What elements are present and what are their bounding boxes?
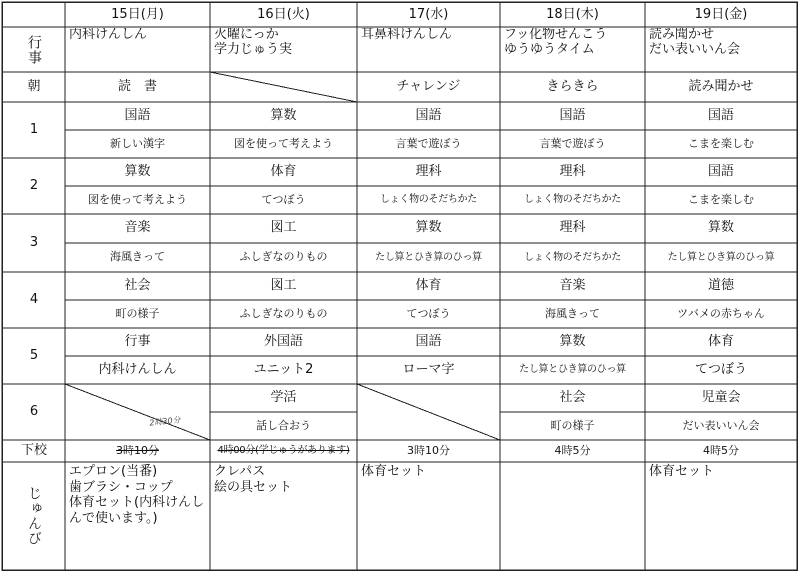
period-label-4: 4 (29, 291, 39, 307)
dismissal-mon: 3時10分 (116, 443, 159, 457)
p2-mon-subject: 算数 (124, 163, 151, 179)
event-thu (500, 28, 645, 72)
prep-text: 体育セット (649, 464, 715, 479)
p2-thu-topic: しょく物のそだちかた (524, 194, 621, 206)
p6-fri-topic: だい表いいん会 (682, 418, 760, 432)
p6-thu-topic: 町の様子 (550, 418, 595, 432)
p6-tue-topic: 話し合おう (256, 418, 311, 432)
p4-mon-subject: 社会 (124, 277, 151, 293)
p5-mon-topic: 内科けんしん (98, 361, 177, 377)
p1-mon-subject: 国語 (124, 107, 151, 123)
p1-wed-subject: 国語 (415, 107, 442, 123)
p3-tue-topic: ふしぎなのりもの (239, 250, 328, 264)
prep-text: クレパス 絵の具セット (214, 464, 293, 495)
p1-wed-topic: 言葉で遊ぼう (395, 136, 462, 150)
p6-fri-subject: 児童会 (701, 389, 741, 405)
p5-thu-subject: 算数 (559, 333, 586, 349)
p3-thu-topic: しょく物のそだちかた (524, 251, 621, 263)
p3-fri-subject: 算数 (707, 220, 734, 236)
p5-thu-topic: たし算とひき算のひっ算 (519, 364, 626, 376)
dismissal-thu: 4時5分 (554, 443, 591, 457)
dismissal-fri: 4時5分 (703, 443, 739, 457)
event-text: 耳鼻科けんしん (361, 28, 453, 42)
morning-thu: きらきら (546, 78, 599, 94)
p1-tue-topic: 図を使って考えよう (234, 136, 333, 150)
p3-fri-topic: たし算とひき算のひっ算 (667, 251, 775, 263)
p2-fri-topic: こまを楽しむ (688, 192, 754, 206)
p5-tue-topic: ユニット2 (253, 361, 314, 377)
p1-thu-subject: 国語 (559, 107, 586, 123)
p5-fri-topic: てつぼう (694, 361, 747, 377)
prep-thu (500, 462, 645, 570)
p4-tue-topic: ふしぎなのりもの (239, 306, 328, 320)
prep-text: エプロン(当番) 歯ブラシ・コップ 体育セット(内科けんしんで使います。) (69, 464, 205, 526)
p3-thu-subject: 理科 (559, 220, 586, 236)
morning-fri: 読み聞かせ (688, 78, 754, 94)
prep-tue (210, 462, 357, 570)
p4-thu-subject: 音楽 (559, 277, 586, 293)
period-label-6: 6 (29, 403, 39, 419)
p4-wed-topic: てつぼう (406, 306, 451, 320)
p5-mon-subject: 行事 (124, 333, 151, 349)
event-mon (65, 28, 210, 72)
period-label-5: 5 (29, 347, 39, 363)
morning-tue (210, 72, 357, 102)
p3-wed-subject: 算数 (415, 220, 442, 236)
event-text: 読み聞かせ だい表いいん会 (649, 28, 741, 57)
event-tue (210, 28, 357, 72)
p2-tue-subject: 体育 (270, 163, 297, 179)
event-fri (645, 28, 797, 72)
header-corner (3, 3, 65, 27)
row-label-morning: 朝 (27, 78, 41, 94)
dismissal-wed: 3時10分 (407, 443, 450, 457)
day-header-tue: 16日(火) (257, 6, 310, 22)
row-label-events: 行事 (26, 34, 43, 65)
period-label-2: 2 (29, 177, 39, 193)
p1-fri-topic: こまを楽しむ (688, 136, 754, 150)
p4-wed-subject: 体育 (415, 277, 442, 293)
p1-fri-subject: 国語 (707, 107, 734, 123)
p3-tue-subject: 図工 (270, 220, 297, 236)
period-label-1: 1 (29, 121, 39, 137)
p2-wed-topic: しょく物のそだちかた (380, 194, 477, 206)
p4-tue-subject: 図工 (270, 277, 297, 293)
prep-text: 体育セット (361, 464, 427, 479)
prep-fri (645, 462, 797, 570)
p1-mon-topic: 新しい漢字 (110, 136, 165, 150)
p2-tue-topic: てつぼう (261, 192, 306, 206)
event-wed (357, 28, 500, 72)
p5-fri-subject: 体育 (707, 333, 734, 349)
prep-mon (65, 462, 210, 570)
p6-mon-handwritten-note: 2時30分 (148, 415, 182, 429)
p4-fri-topic: ツバメの赤ちゃん (677, 306, 765, 320)
period-label-3: 3 (29, 234, 39, 250)
p4-fri-subject: 道徳 (707, 277, 734, 293)
p2-fri-subject: 国語 (707, 163, 734, 179)
p6-thu-subject: 社会 (559, 389, 586, 405)
morning-wed: チャレンジ (396, 78, 461, 94)
p2-wed-subject: 理科 (415, 163, 442, 179)
prep-wed (357, 462, 500, 570)
event-text: フッ化物せんこう ゆうゆうタイム (504, 28, 608, 57)
p2-mon-topic: 図を使って考えよう (88, 192, 187, 206)
p1-thu-topic: 言葉で遊ぼう (539, 136, 606, 150)
p4-thu-topic: 海風きって (545, 306, 600, 320)
morning-mon: 読 書 (117, 78, 157, 94)
event-text: 内科けんしん (69, 28, 148, 42)
p3-mon-subject: 音楽 (124, 220, 151, 236)
day-header-mon: 15日(月) (111, 6, 164, 22)
p1-tue-subject: 算数 (270, 107, 297, 123)
event-text: 火曜にっか 学力じゅう実 (214, 28, 293, 57)
p5-wed-subject: 国語 (415, 333, 442, 349)
day-header-thu: 18日(木) (546, 6, 599, 22)
p3-mon-topic: 海風きって (110, 250, 165, 264)
p6-tue-subject: 学活 (270, 389, 297, 405)
p4-mon-topic: 町の様子 (115, 306, 160, 320)
row-label-dismissal: 下校 (20, 442, 47, 458)
p5-tue-subject: 外国語 (263, 333, 303, 349)
p3-wed-topic: たし算とひき算のひっ算 (375, 251, 482, 263)
row-label-preparation: じゅんび (26, 485, 43, 546)
p5-wed-topic: ローマ字 (402, 361, 455, 377)
p2-thu-subject: 理科 (559, 163, 586, 179)
day-header-wed: 17(水) (408, 6, 449, 22)
day-header-fri: 19日(金) (694, 6, 748, 22)
dismissal-tue: 4時00分(学じゅうがあります) (217, 445, 350, 457)
